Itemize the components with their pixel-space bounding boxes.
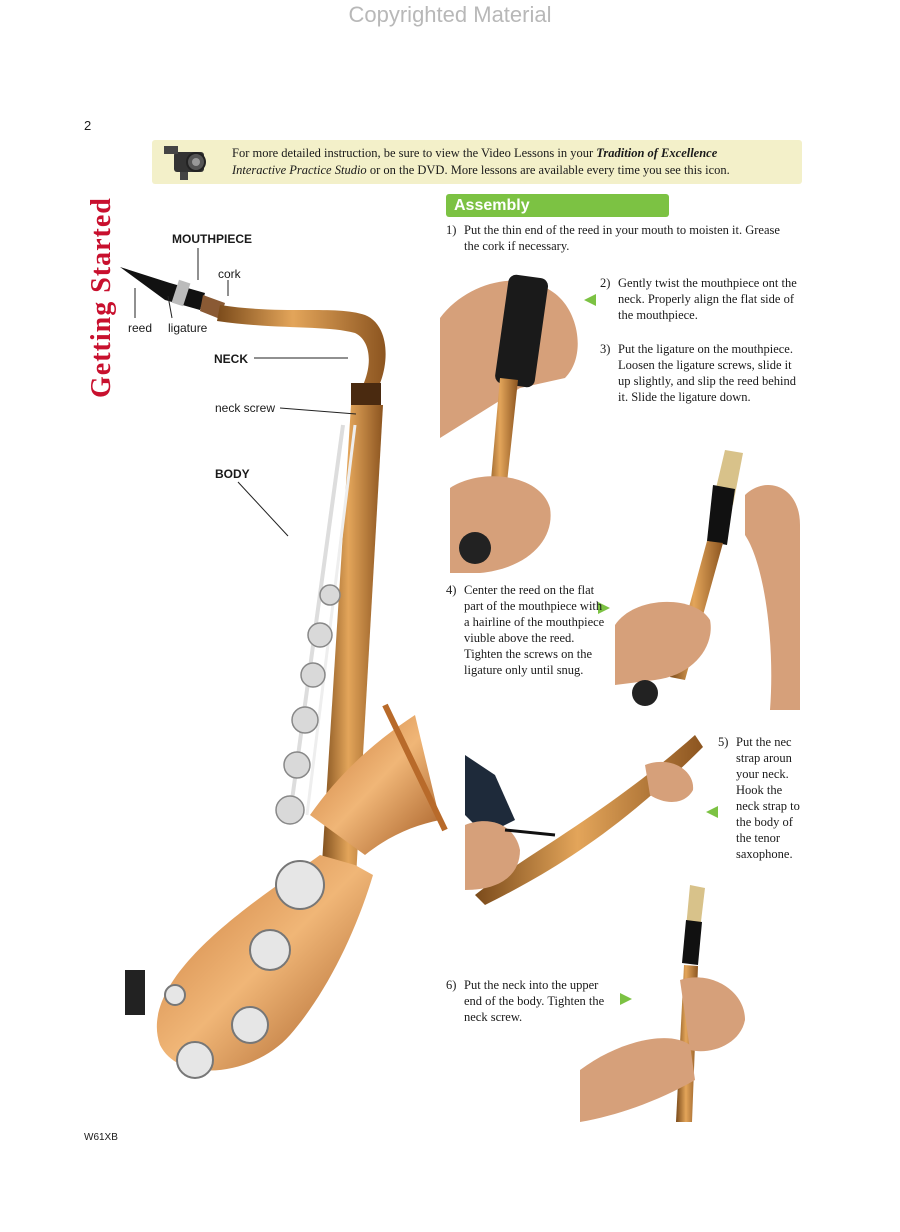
step-6: 6) Put the neck into the upper end of the body. Tighten the neck screw. [446,978,605,1024]
label-cork: cork [218,267,241,281]
copyright-watermark: Copyrighted Material [348,2,552,27]
step-2: 2) Gently twist the mouthpiece ont the neck. Properly align the flat side of the mouthpiece. [600,276,797,322]
step-4: 4) Center the reed on the flat part of the mouthpiece with a hairline of the mouthpiece viuble above the reed. Tighten the screws on the ligature only until snug. [446,583,605,677]
step-5: 5) Put the nec strap aroun your neck. Hook the neck strap to the body of the tenor saxophone. [718,735,800,861]
label-neck-screw: neck screw [215,401,276,415]
footer-code: W61XB [84,1132,118,1143]
page-number: 2 [84,118,92,133]
photo-ligature-reed [615,445,800,710]
arrow-step-2 [584,294,596,306]
step-3: 3) Put the ligature on the mouthpiece. Loosen the ligature screws, slide it up slightly, and slip the reed behind it. Slide the ligature down. [600,342,796,404]
assembly-heading: Assembly [446,194,669,217]
label-leader-lines [120,240,380,560]
label-body: BODY [215,467,250,481]
label-reed: reed [128,321,153,335]
arrow-step-5 [706,806,718,818]
photo-neck-strap [465,725,705,905]
label-mouthpiece: MOUTHPIECE [172,232,253,246]
video-camera-icon [160,140,220,184]
step-1: 1) Put the thin end of the reed in your mouth to moisten it. Grease the cork if necessary. [446,223,780,253]
label-ligature: ligature [168,321,208,335]
photo-twist-mouthpiece [440,258,585,573]
section-title: Getting Started [86,197,117,398]
label-neck: NECK [214,352,249,366]
banner-text: For more detailed instruction, be sure to view the Video Lessons in your Tradition of Excellence Interactive Practice Studio or on the DVD. More lessons are available every time you see this icon. [232,146,730,177]
photo-neck-into-body [580,880,750,1122]
